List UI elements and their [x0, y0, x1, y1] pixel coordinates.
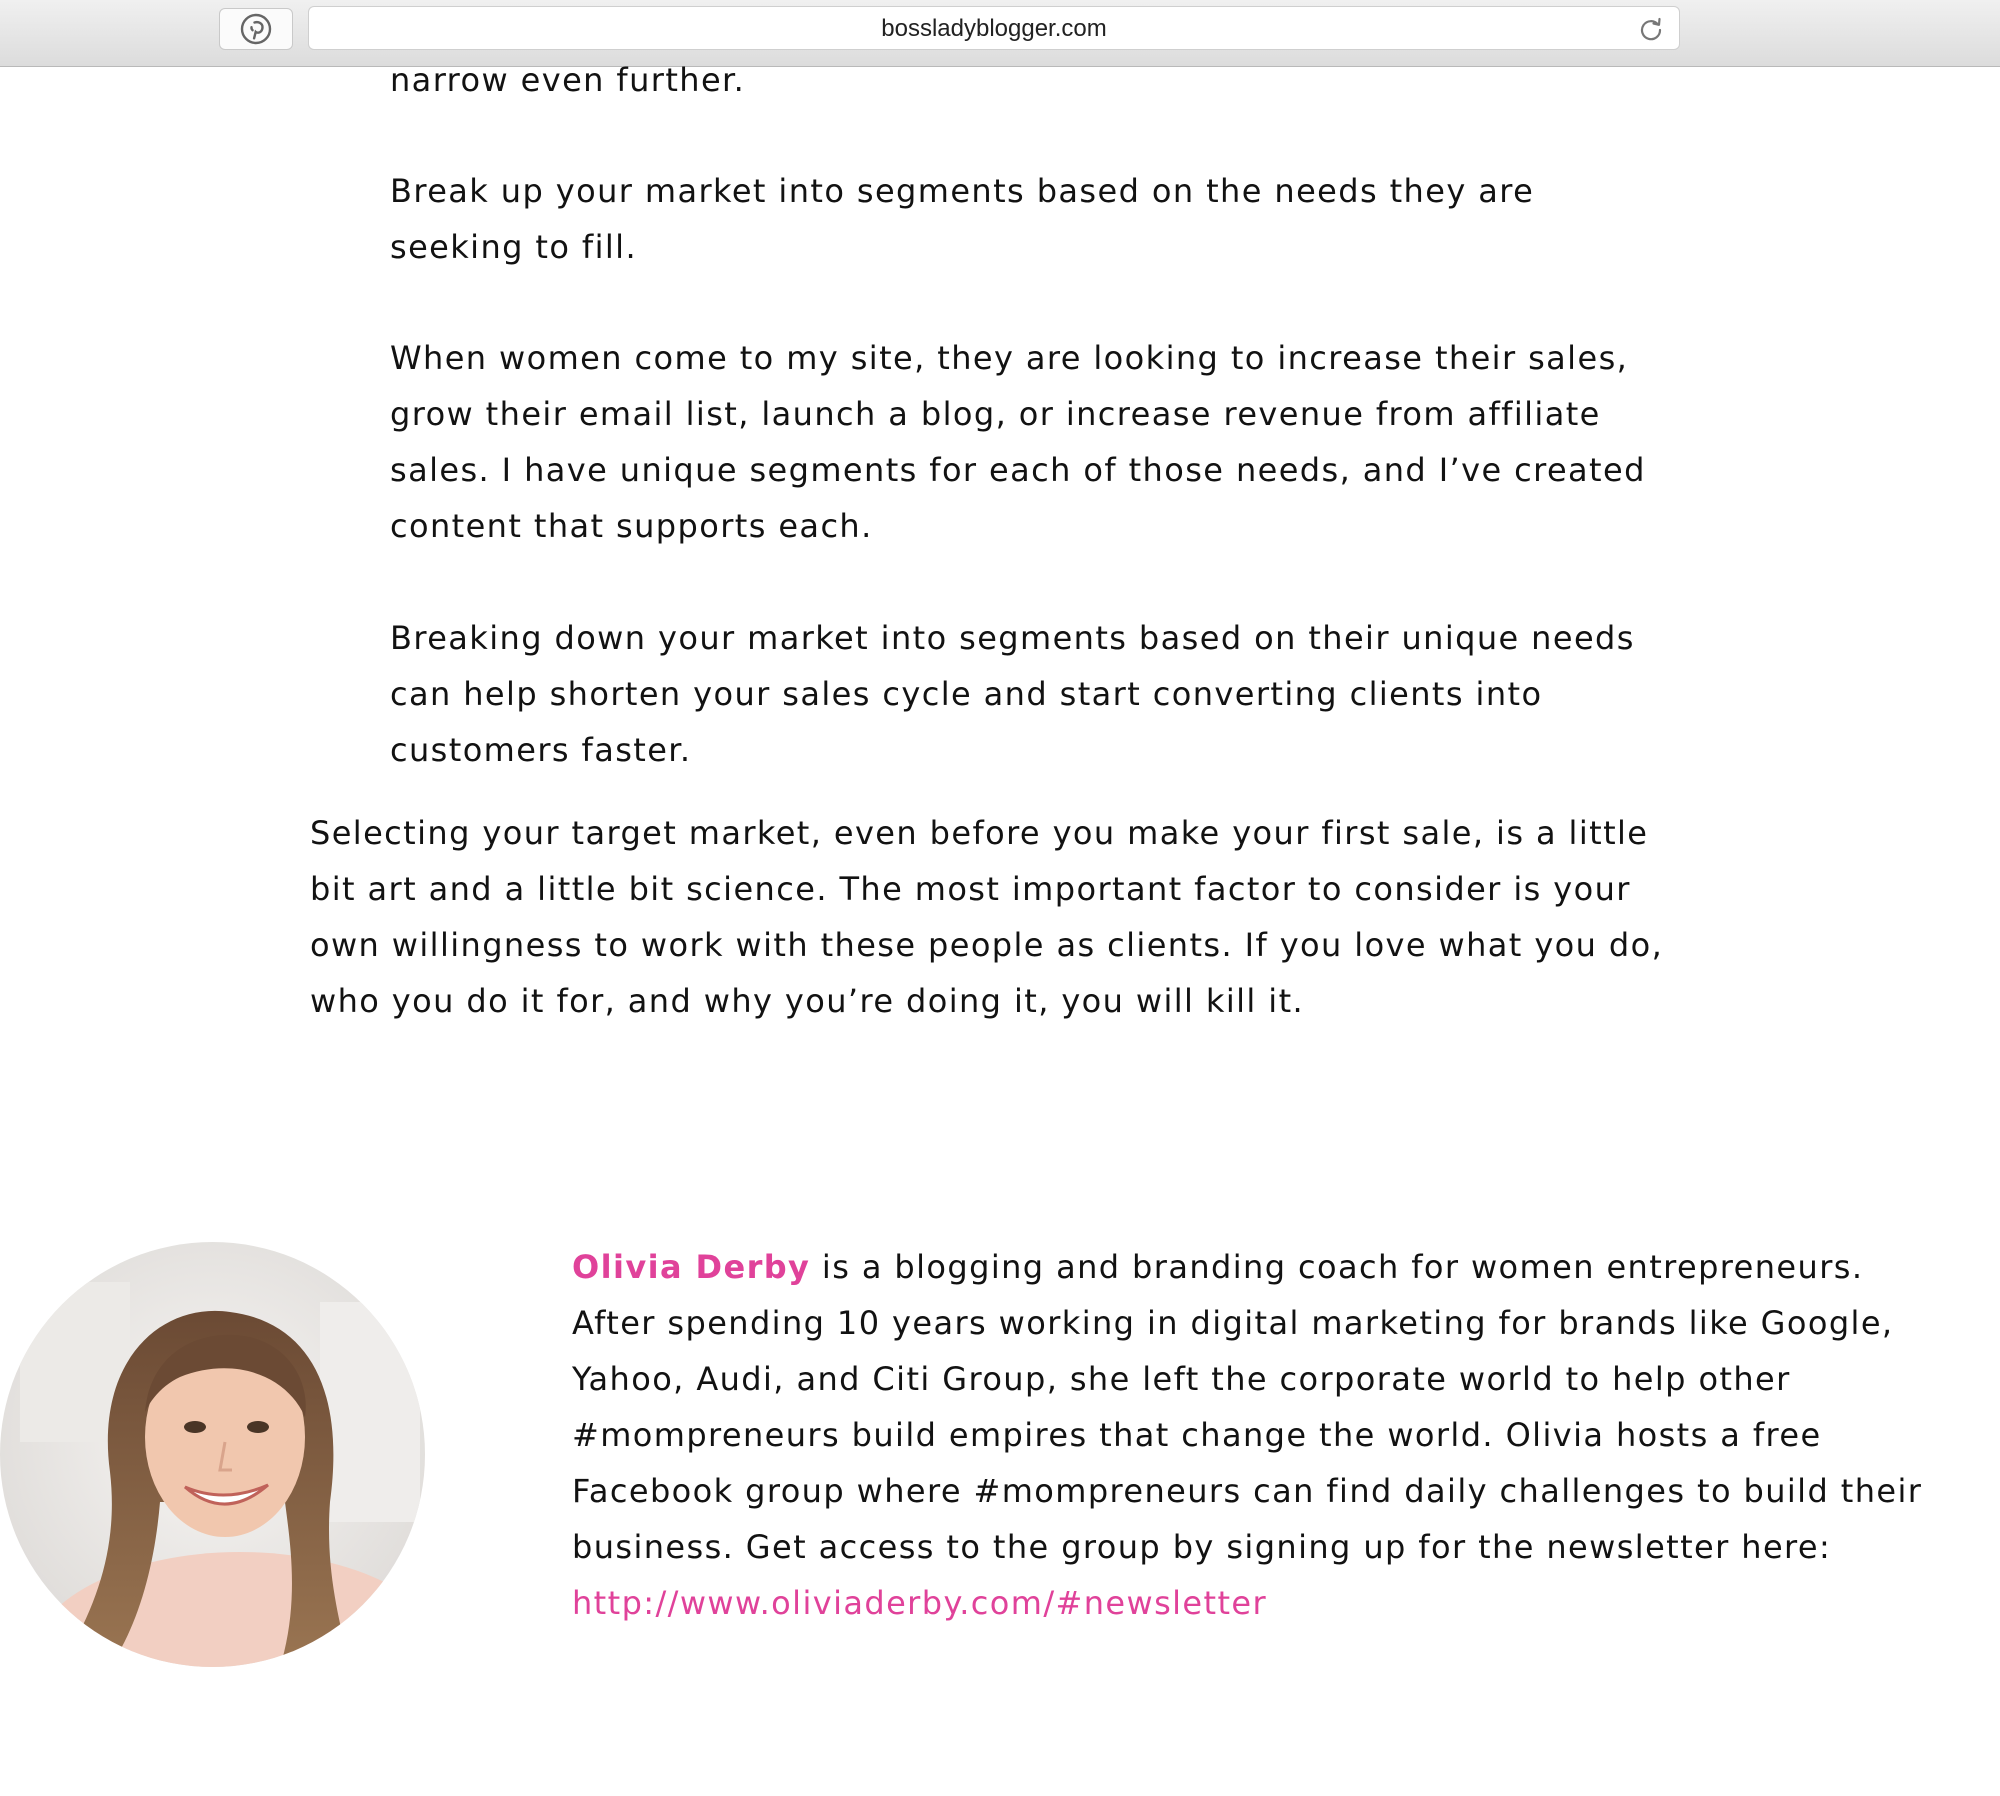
pinterest-button[interactable] — [219, 8, 293, 50]
url-text: bossladyblogger.com — [881, 15, 1107, 42]
address-bar[interactable] — [308, 6, 1680, 50]
browser-toolbar — [0, 0, 2000, 67]
newsletter-link[interactable]: http://www.oliviaderby.com/#newsletter — [572, 1584, 1268, 1622]
author-bio — [572, 1239, 1952, 1631]
article-paragraph: Breaking down your market into segments based on their unique needs can help shorten your sales cycle and start converting clients into customers faster. — [390, 619, 1635, 769]
page-content — [0, 66, 2000, 1796]
article-paragraph: Break up your market into segments based on the needs they are seeking to fill. — [390, 172, 1535, 266]
reload-icon[interactable] — [1637, 15, 1665, 43]
author-name[interactable]: Olivia Derby — [572, 1248, 811, 1286]
article-paragraph: narrow even further. — [390, 66, 746, 99]
closing-paragraph: Selecting your target market, even before you make your first sale, is a little bit art and a little bit science. The most important factor to consider is your own willingness to work with these people as clients. If you love what you do, who you do it for, and why you’re doing it, you will kill it. — [310, 814, 1664, 1020]
author-avatar — [0, 1242, 425, 1667]
pinterest-icon — [240, 13, 272, 45]
author-bio-text: is a blogging and branding coach for women entrepreneurs. After spending 10 years working in digital marketing for brands like Google, Yahoo, Audi, and Citi Group, she left the corporate world to help other #mompreneurs build empires that change the world. Olivia hosts a free Facebook group where #mompreneurs can find daily challenges to build their business. Get access to the group by signing up for the newsletter here: — [572, 1248, 1923, 1566]
article-paragraph: When women come to my site, they are looking to increase their sales, grow their email list, launch a blog, or increase revenue from affiliate sales. I have unique segments for each of those needs, and I’ve created content that supports each. — [390, 339, 1646, 545]
